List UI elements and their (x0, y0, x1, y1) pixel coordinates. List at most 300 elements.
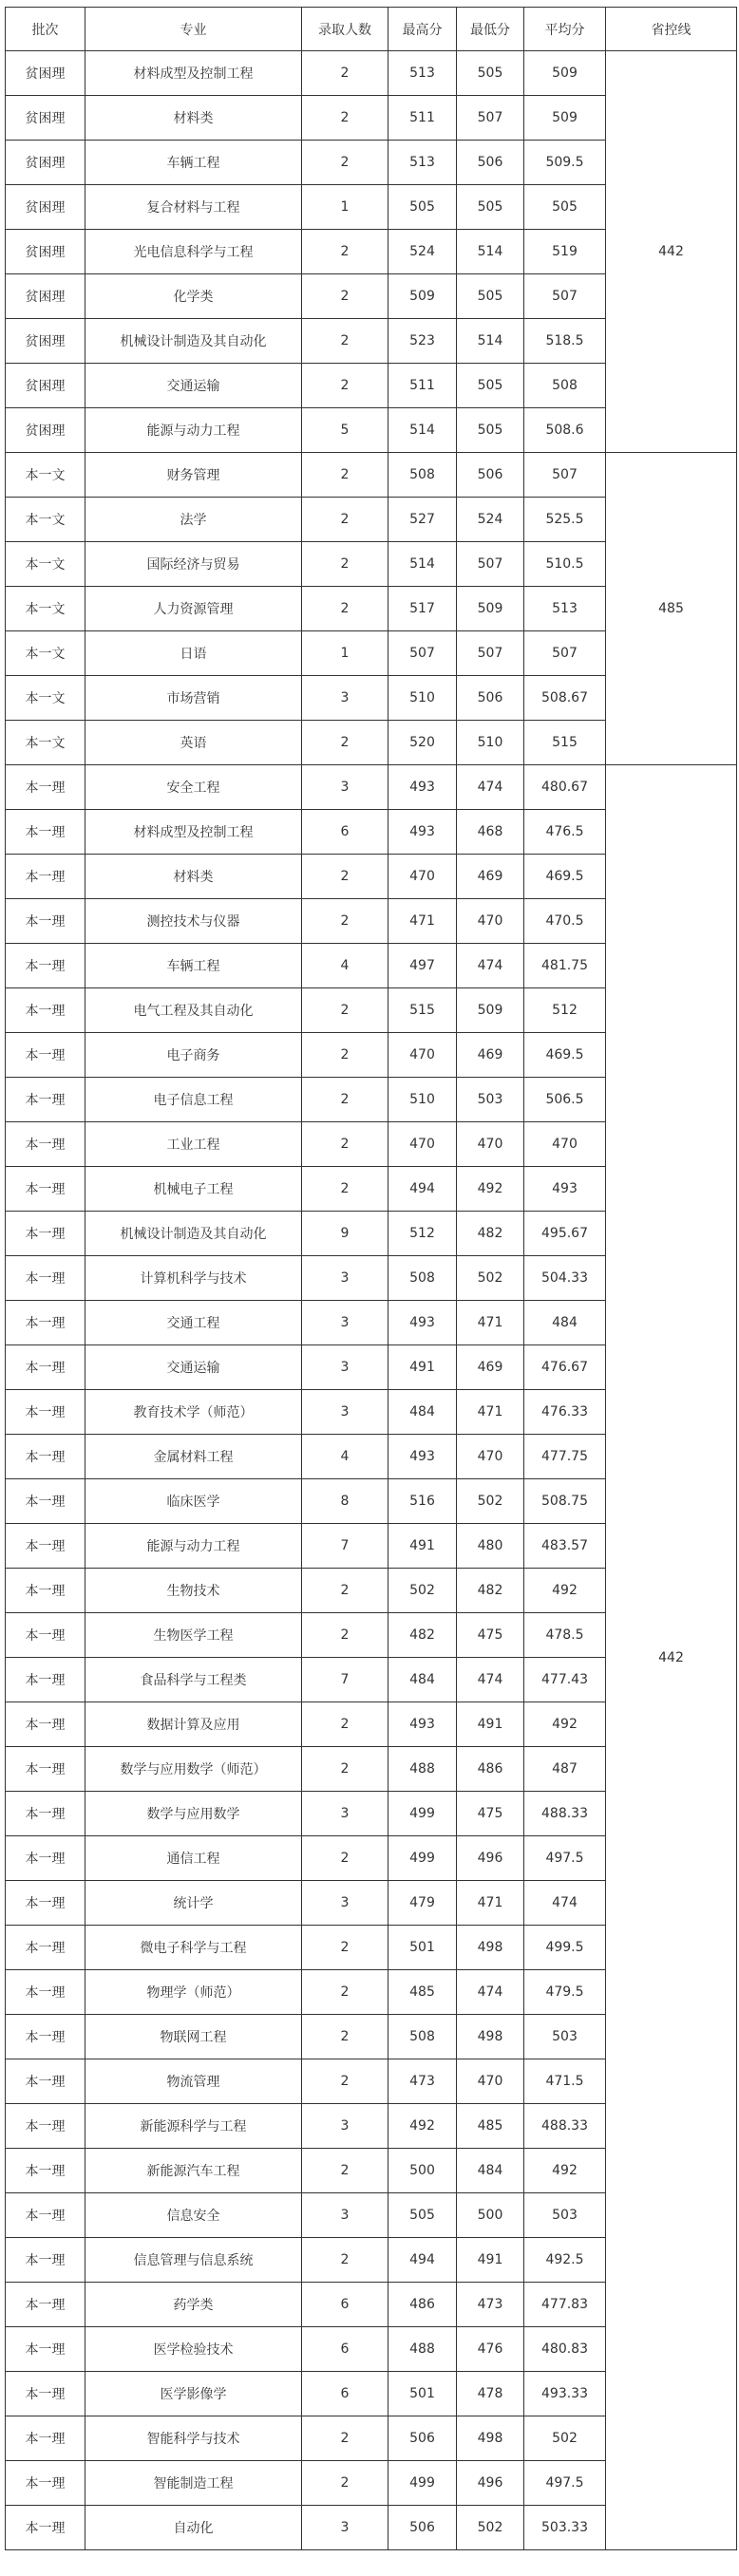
avg-score-cell: 508 (524, 364, 606, 408)
admitted-count-cell: 2 (302, 96, 388, 141)
avg-score-cell: 488.33 (524, 2104, 606, 2149)
admitted-count-cell: 3 (302, 1390, 388, 1435)
admitted-count-cell: 2 (302, 542, 388, 587)
admitted-count-cell: 3 (302, 765, 388, 810)
batch-cell: 贫困理 (6, 185, 85, 230)
min-score-cell: 500 (457, 2193, 524, 2238)
batch-cell: 贫困理 (6, 230, 85, 274)
admitted-count-cell: 6 (302, 810, 388, 855)
max-score-cell: 488 (388, 2327, 457, 2372)
min-score-cell: 468 (457, 810, 524, 855)
max-score-cell: 499 (388, 2461, 457, 2506)
major-cell: 车辆工程 (85, 944, 302, 988)
batch-cell: 本一理 (6, 1479, 85, 1524)
max-score-cell: 506 (388, 2416, 457, 2461)
avg-score-cell: 492 (524, 2149, 606, 2193)
batch-cell: 本一理 (6, 1033, 85, 1078)
min-score-cell: 470 (457, 2059, 524, 2104)
batch-cell: 本一理 (6, 2506, 85, 2550)
admitted-count-cell: 2 (302, 274, 388, 319)
batch-cell: 贫困理 (6, 364, 85, 408)
min-score-cell: 471 (457, 1881, 524, 1926)
admitted-count-cell: 7 (302, 1524, 388, 1569)
major-cell: 电气工程及其自动化 (85, 988, 302, 1033)
avg-score-cell: 508.75 (524, 1479, 606, 1524)
max-score-cell: 482 (388, 1613, 457, 1658)
min-score-cell: 505 (457, 364, 524, 408)
batch-cell: 本一文 (6, 542, 85, 587)
min-score-cell: 470 (457, 1122, 524, 1167)
max-score-cell: 493 (388, 1702, 457, 1747)
min-score-cell: 469 (457, 1345, 524, 1390)
avg-score-cell: 507 (524, 274, 606, 319)
major-cell: 安全工程 (85, 765, 302, 810)
min-score-cell: 491 (457, 1702, 524, 1747)
admitted-count-cell: 8 (302, 1479, 388, 1524)
batch-cell: 本一理 (6, 1435, 85, 1479)
min-score-cell: 476 (457, 2327, 524, 2372)
max-score-cell: 494 (388, 1167, 457, 1212)
max-score-cell: 508 (388, 1256, 457, 1301)
batch-cell: 本一理 (6, 2015, 85, 2059)
batch-cell: 本一理 (6, 2238, 85, 2283)
min-score-cell: 470 (457, 899, 524, 944)
major-cell: 新能源科学与工程 (85, 2104, 302, 2149)
admitted-count-cell: 2 (302, 1836, 388, 1881)
batch-cell: 本一理 (6, 1836, 85, 1881)
min-score-cell: 473 (457, 2283, 524, 2327)
max-score-cell: 486 (388, 2283, 457, 2327)
major-cell: 材料成型及控制工程 (85, 51, 302, 96)
min-score-cell: 492 (457, 1167, 524, 1212)
max-score-cell: 508 (388, 2015, 457, 2059)
max-score-cell: 511 (388, 96, 457, 141)
min-score-cell: 510 (457, 721, 524, 765)
header-control-line: 省控线 (606, 8, 737, 51)
major-cell: 机械设计制造及其自动化 (85, 319, 302, 364)
avg-score-cell: 476.5 (524, 810, 606, 855)
min-score-cell: 509 (457, 587, 524, 631)
batch-cell: 本一理 (6, 1524, 85, 1569)
avg-score-cell: 469.5 (524, 855, 606, 899)
min-score-cell: 506 (457, 141, 524, 185)
min-score-cell: 506 (457, 453, 524, 498)
min-score-cell: 502 (457, 2506, 524, 2550)
avg-score-cell: 503 (524, 2193, 606, 2238)
max-score-cell: 484 (388, 1658, 457, 1702)
batch-cell: 本一理 (6, 1078, 85, 1122)
admitted-count-cell: 2 (302, 1926, 388, 1970)
min-score-cell: 498 (457, 2416, 524, 2461)
header-avg-score: 平均分 (524, 8, 606, 51)
admitted-count-cell: 2 (302, 1970, 388, 2015)
admitted-count-cell: 2 (302, 988, 388, 1033)
avg-score-cell: 509 (524, 96, 606, 141)
min-score-cell: 507 (457, 631, 524, 676)
max-score-cell: 524 (388, 230, 457, 274)
batch-cell: 本一理 (6, 1167, 85, 1212)
batch-cell: 本一理 (6, 2193, 85, 2238)
max-score-cell: 527 (388, 498, 457, 542)
major-cell: 生物技术 (85, 1569, 302, 1613)
major-cell: 能源与动力工程 (85, 1524, 302, 1569)
admitted-count-cell: 2 (302, 1122, 388, 1167)
batch-cell: 本一理 (6, 899, 85, 944)
avg-score-cell: 510.5 (524, 542, 606, 587)
batch-cell: 本一理 (6, 765, 85, 810)
avg-score-cell: 477.43 (524, 1658, 606, 1702)
admitted-count-cell: 6 (302, 2283, 388, 2327)
min-score-cell: 502 (457, 1479, 524, 1524)
max-score-cell: 471 (388, 899, 457, 944)
min-score-cell: 475 (457, 1792, 524, 1836)
header-max-score: 最高分 (388, 8, 457, 51)
min-score-cell: 486 (457, 1747, 524, 1792)
min-score-cell: 507 (457, 542, 524, 587)
avg-score-cell: 474 (524, 1881, 606, 1926)
max-score-cell: 497 (388, 944, 457, 988)
admitted-count-cell: 3 (302, 2506, 388, 2550)
table-body (6, 51, 737, 2550)
avg-score-cell: 478.5 (524, 1613, 606, 1658)
major-cell: 交通运输 (85, 1345, 302, 1390)
avg-score-cell: 503.33 (524, 2506, 606, 2550)
batch-cell: 贫困理 (6, 141, 85, 185)
admitted-count-cell: 2 (302, 2461, 388, 2506)
major-cell: 材料成型及控制工程 (85, 810, 302, 855)
control-line-cell: 485 (606, 453, 737, 765)
max-score-cell: 510 (388, 676, 457, 721)
control-line-cell: 442 (606, 765, 737, 2550)
max-score-cell: 509 (388, 274, 457, 319)
min-score-cell: 507 (457, 96, 524, 141)
min-score-cell: 498 (457, 2015, 524, 2059)
major-cell: 自动化 (85, 2506, 302, 2550)
max-score-cell: 501 (388, 1926, 457, 1970)
admitted-count-cell: 6 (302, 2327, 388, 2372)
batch-cell: 本一理 (6, 1390, 85, 1435)
min-score-cell: 506 (457, 676, 524, 721)
admitted-count-cell: 2 (302, 319, 388, 364)
major-cell: 机械电子工程 (85, 1167, 302, 1212)
major-cell: 材料类 (85, 855, 302, 899)
avg-score-cell: 502 (524, 2416, 606, 2461)
max-score-cell: 505 (388, 2193, 457, 2238)
batch-cell: 贫困理 (6, 408, 85, 453)
batch-cell: 本一文 (6, 631, 85, 676)
table-row (6, 453, 737, 498)
major-cell: 国际经济与贸易 (85, 542, 302, 587)
max-score-cell: 488 (388, 1747, 457, 1792)
avg-score-cell: 518.5 (524, 319, 606, 364)
batch-cell: 本一文 (6, 453, 85, 498)
avg-score-cell: 476.33 (524, 1390, 606, 1435)
avg-score-cell: 483.57 (524, 1524, 606, 1569)
major-cell: 物流管理 (85, 2059, 302, 2104)
major-cell: 智能制造工程 (85, 2461, 302, 2506)
min-score-cell: 503 (457, 1078, 524, 1122)
header-min-score: 最低分 (457, 8, 524, 51)
max-score-cell: 493 (388, 1301, 457, 1345)
min-score-cell: 469 (457, 855, 524, 899)
min-score-cell: 514 (457, 230, 524, 274)
admitted-count-cell: 3 (302, 2193, 388, 2238)
major-cell: 医学检验技术 (85, 2327, 302, 2372)
batch-cell: 本一理 (6, 2059, 85, 2104)
major-cell: 交通运输 (85, 364, 302, 408)
admitted-count-cell: 2 (302, 453, 388, 498)
avg-score-cell: 499.5 (524, 1926, 606, 1970)
avg-score-cell: 470 (524, 1122, 606, 1167)
max-score-cell: 470 (388, 1122, 457, 1167)
admitted-count-cell: 2 (302, 721, 388, 765)
major-cell: 数学与应用数学（师范） (85, 1747, 302, 1792)
max-score-cell: 485 (388, 1970, 457, 2015)
major-cell: 统计学 (85, 1881, 302, 1926)
max-score-cell: 493 (388, 1435, 457, 1479)
max-score-cell: 493 (388, 810, 457, 855)
admitted-count-cell: 1 (302, 185, 388, 230)
max-score-cell: 493 (388, 765, 457, 810)
max-score-cell: 520 (388, 721, 457, 765)
major-cell: 信息安全 (85, 2193, 302, 2238)
header-major: 专业 (85, 8, 302, 51)
batch-cell: 本一文 (6, 587, 85, 631)
avg-score-cell: 507 (524, 453, 606, 498)
batch-cell: 本一理 (6, 2149, 85, 2193)
admitted-count-cell: 2 (302, 899, 388, 944)
major-cell: 信息管理与信息系统 (85, 2238, 302, 2283)
major-cell: 工业工程 (85, 1122, 302, 1167)
major-cell: 电子信息工程 (85, 1078, 302, 1122)
major-cell: 日语 (85, 631, 302, 676)
major-cell: 智能科学与技术 (85, 2416, 302, 2461)
batch-cell: 本一理 (6, 1881, 85, 1926)
admitted-count-cell: 2 (302, 2015, 388, 2059)
admitted-count-cell: 5 (302, 408, 388, 453)
avg-score-cell: 493.33 (524, 2372, 606, 2416)
admitted-count-cell: 3 (302, 676, 388, 721)
major-cell: 能源与动力工程 (85, 408, 302, 453)
admitted-count-cell: 2 (302, 1747, 388, 1792)
avg-score-cell: 480.67 (524, 765, 606, 810)
admitted-count-cell: 2 (302, 230, 388, 274)
min-score-cell: 474 (457, 1970, 524, 2015)
min-score-cell: 524 (457, 498, 524, 542)
admitted-count-cell: 2 (302, 855, 388, 899)
admitted-count-cell: 2 (302, 2149, 388, 2193)
batch-cell: 本一理 (6, 2461, 85, 2506)
min-score-cell: 470 (457, 1435, 524, 1479)
max-score-cell: 492 (388, 2104, 457, 2149)
avg-score-cell: 507 (524, 631, 606, 676)
avg-score-cell: 488.33 (524, 1792, 606, 1836)
major-cell: 计算机科学与技术 (85, 1256, 302, 1301)
max-score-cell: 514 (388, 408, 457, 453)
max-score-cell: 491 (388, 1345, 457, 1390)
max-score-cell: 499 (388, 1836, 457, 1881)
min-score-cell: 505 (457, 185, 524, 230)
admitted-count-cell: 2 (302, 1702, 388, 1747)
batch-cell: 本一理 (6, 988, 85, 1033)
avg-score-cell: 509 (524, 51, 606, 96)
batch-cell: 本一理 (6, 2104, 85, 2149)
avg-score-cell: 512 (524, 988, 606, 1033)
batch-cell: 本一理 (6, 1613, 85, 1658)
max-score-cell: 508 (388, 453, 457, 498)
max-score-cell: 510 (388, 1078, 457, 1122)
major-cell: 车辆工程 (85, 141, 302, 185)
min-score-cell: 496 (457, 2461, 524, 2506)
max-score-cell: 494 (388, 2238, 457, 2283)
batch-cell: 本一理 (6, 1970, 85, 2015)
min-score-cell: 474 (457, 765, 524, 810)
avg-score-cell: 505 (524, 185, 606, 230)
batch-cell: 贫困理 (6, 96, 85, 141)
batch-cell: 本一理 (6, 1569, 85, 1613)
major-cell: 化学类 (85, 274, 302, 319)
major-cell: 医学影像学 (85, 2372, 302, 2416)
major-cell: 机械设计制造及其自动化 (85, 1212, 302, 1256)
admitted-count-cell: 2 (302, 364, 388, 408)
max-score-cell: 513 (388, 141, 457, 185)
avg-score-cell: 487 (524, 1747, 606, 1792)
table-row (6, 51, 737, 96)
major-cell: 数学与应用数学 (85, 1792, 302, 1836)
max-score-cell: 484 (388, 1390, 457, 1435)
min-score-cell: 491 (457, 2238, 524, 2283)
avg-score-cell: 484 (524, 1301, 606, 1345)
major-cell: 复合材料与工程 (85, 185, 302, 230)
avg-score-cell: 481.75 (524, 944, 606, 988)
min-score-cell: 474 (457, 1658, 524, 1702)
major-cell: 交通工程 (85, 1301, 302, 1345)
min-score-cell: 484 (457, 2149, 524, 2193)
admitted-count-cell: 4 (302, 944, 388, 988)
major-cell: 药学类 (85, 2283, 302, 2327)
major-cell: 金属材料工程 (85, 1435, 302, 1479)
max-score-cell: 517 (388, 587, 457, 631)
max-score-cell: 505 (388, 185, 457, 230)
max-score-cell: 506 (388, 2506, 457, 2550)
max-score-cell: 499 (388, 1792, 457, 1836)
avg-score-cell: 470.5 (524, 899, 606, 944)
batch-cell: 本一理 (6, 1301, 85, 1345)
admitted-count-cell: 2 (302, 141, 388, 185)
avg-score-cell: 469.5 (524, 1033, 606, 1078)
avg-score-cell: 476.67 (524, 1345, 606, 1390)
min-score-cell: 514 (457, 319, 524, 364)
admitted-count-cell: 2 (302, 2238, 388, 2283)
avg-score-cell: 503 (524, 2015, 606, 2059)
batch-cell: 本一理 (6, 2372, 85, 2416)
avg-score-cell: 492 (524, 1702, 606, 1747)
major-cell: 生物医学工程 (85, 1613, 302, 1658)
avg-score-cell: 525.5 (524, 498, 606, 542)
admitted-count-cell: 2 (302, 1033, 388, 1078)
avg-score-cell: 506.5 (524, 1078, 606, 1122)
admitted-count-cell: 3 (302, 1792, 388, 1836)
major-cell: 教育技术学（师范） (85, 1390, 302, 1435)
major-cell: 人力资源管理 (85, 587, 302, 631)
major-cell: 数据计算及应用 (85, 1702, 302, 1747)
avg-score-cell: 495.67 (524, 1212, 606, 1256)
max-score-cell: 516 (388, 1479, 457, 1524)
min-score-cell: 480 (457, 1524, 524, 1569)
batch-cell: 本一理 (6, 1256, 85, 1301)
avg-score-cell: 513 (524, 587, 606, 631)
major-cell: 市场营销 (85, 676, 302, 721)
table-row (6, 765, 737, 810)
admitted-count-cell: 7 (302, 1658, 388, 1702)
admitted-count-cell: 2 (302, 1569, 388, 1613)
max-score-cell: 515 (388, 988, 457, 1033)
admitted-count-cell: 3 (302, 1881, 388, 1926)
min-score-cell: 474 (457, 944, 524, 988)
batch-cell: 本一理 (6, 855, 85, 899)
major-cell: 临床医学 (85, 1479, 302, 1524)
avg-score-cell: 492.5 (524, 2238, 606, 2283)
batch-cell: 本一文 (6, 676, 85, 721)
avg-score-cell: 471.5 (524, 2059, 606, 2104)
min-score-cell: 496 (457, 1836, 524, 1881)
major-cell: 光电信息科学与工程 (85, 230, 302, 274)
min-score-cell: 509 (457, 988, 524, 1033)
avg-score-cell: 519 (524, 230, 606, 274)
batch-cell: 本一理 (6, 1212, 85, 1256)
avg-score-cell: 493 (524, 1167, 606, 1212)
min-score-cell: 482 (457, 1569, 524, 1613)
admitted-count-cell: 2 (302, 1167, 388, 1212)
avg-score-cell: 504.33 (524, 1256, 606, 1301)
avg-score-cell: 477.83 (524, 2283, 606, 2327)
max-score-cell: 523 (388, 319, 457, 364)
max-score-cell: 473 (388, 2059, 457, 2104)
avg-score-cell: 479.5 (524, 1970, 606, 2015)
batch-cell: 本一理 (6, 1658, 85, 1702)
major-cell: 材料类 (85, 96, 302, 141)
batch-cell: 本一理 (6, 1926, 85, 1970)
admitted-count-cell: 2 (302, 51, 388, 96)
avg-score-cell: 509.5 (524, 141, 606, 185)
major-cell: 通信工程 (85, 1836, 302, 1881)
batch-cell: 本一理 (6, 1747, 85, 1792)
min-score-cell: 475 (457, 1613, 524, 1658)
admitted-count-cell: 3 (302, 1256, 388, 1301)
max-score-cell: 512 (388, 1212, 457, 1256)
batch-cell: 本一理 (6, 944, 85, 988)
batch-cell: 贫困理 (6, 319, 85, 364)
max-score-cell: 470 (388, 855, 457, 899)
admitted-count-cell: 9 (302, 1212, 388, 1256)
min-score-cell: 469 (457, 1033, 524, 1078)
batch-cell: 本一理 (6, 1792, 85, 1836)
admitted-count-cell: 3 (302, 1301, 388, 1345)
major-cell: 电子商务 (85, 1033, 302, 1078)
admission-scores-table (5, 7, 737, 2550)
avg-score-cell: 480.83 (524, 2327, 606, 2372)
header-row (6, 8, 737, 51)
max-score-cell: 501 (388, 2372, 457, 2416)
admitted-count-cell: 2 (302, 587, 388, 631)
batch-cell: 本一文 (6, 498, 85, 542)
admitted-count-cell: 3 (302, 2104, 388, 2149)
major-cell: 测控技术与仪器 (85, 899, 302, 944)
avg-score-cell: 515 (524, 721, 606, 765)
avg-score-cell: 492 (524, 1569, 606, 1613)
min-score-cell: 471 (457, 1301, 524, 1345)
min-score-cell: 505 (457, 408, 524, 453)
